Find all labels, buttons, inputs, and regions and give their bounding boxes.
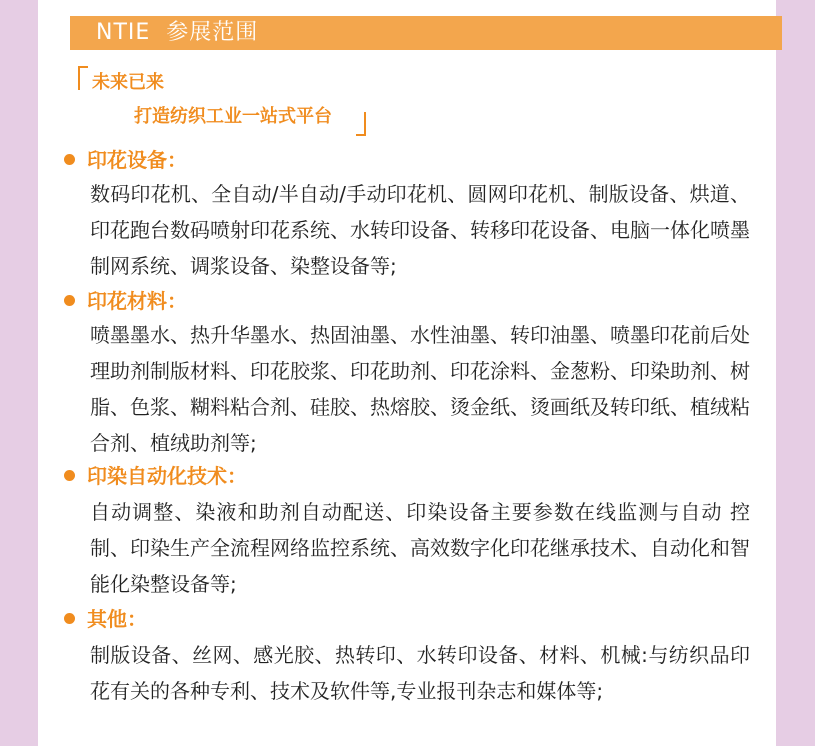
section-body-dyeing-automation: 自动调整、染液和助剂自动配送、印染设备主要参数在线监测与自动 控制、印染生产全流程网络监控系统、高效数字化印花继承技术、自动化和智能化染整设备等; [90, 500, 750, 596]
section-heading-text: 印花材料： [87, 289, 187, 313]
section-heading-other [64, 605, 147, 633]
section-heading-dyeing-automation [64, 462, 247, 490]
section-body-other: 制版设备、丝网、感光胶、热转印、水转印设备、材料、机械:与纺织品印花有关的各种专利、技术及软件等,专业报刊杂志和媒体等; [90, 643, 750, 703]
bullet-icon [64, 470, 75, 481]
section-heading-text: 印染自动化技术： [87, 464, 247, 488]
section-body-printing-materials: 喷墨墨水、热升华墨水、热固油墨、水性油墨、转印油墨、喷墨印花前后处理助剂制版材料、印花胶浆、印花助剂、印花涂料、金葱粉、印染助剂、树脂、色浆、糊料粘合剂、硅胶、热熔胶、烫金纸、烫画纸及转印纸、植绒粘合剂、植绒助剂等; [90, 323, 750, 455]
quote-close-bracket [356, 112, 366, 136]
bullet-icon [64, 295, 75, 306]
section-banner [70, 16, 782, 50]
slogan-line-1: 未来已来 [92, 72, 164, 93]
section-body-printing-equipment: 数码印花机、全自动/半自动/手动印花机、圆网印花机、制版设备、烘道、印花跑台数码喷射印花系统、水转印设备、转移印花设备、电脑一体化喷墨制网系统、调浆设备、染整设备等; [90, 182, 750, 278]
section-heading-printing-materials [64, 287, 187, 315]
slogan-quote [78, 66, 398, 138]
quote-open-bracket [78, 66, 88, 90]
slogan-line-2: 打造纺织工业一站式平台 [134, 106, 332, 127]
bullet-icon [64, 613, 75, 624]
section-heading-text: 其他： [87, 607, 147, 631]
section-heading-printing-equipment [64, 146, 187, 174]
bullet-icon [64, 154, 75, 165]
content-page [38, 0, 776, 746]
section-heading-text: 印花设备： [87, 148, 187, 172]
banner-title: NTIE 参展范围 [96, 20, 259, 45]
